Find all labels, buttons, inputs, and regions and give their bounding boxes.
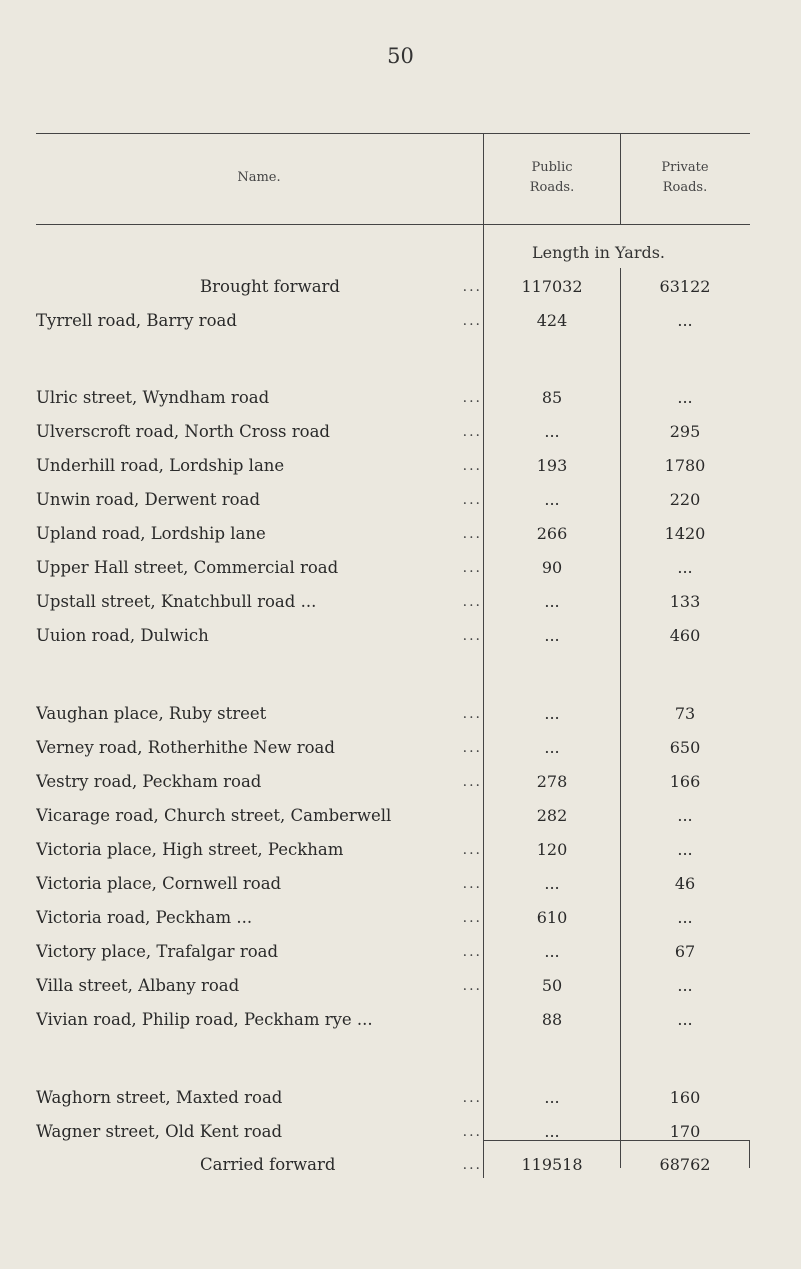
private-roads-value: ... — [677, 1010, 693, 1029]
public-roads-value: ... — [544, 490, 560, 509]
road-name: Upstall street, Knatchbull road ... — [36, 592, 317, 611]
road-name: Uuion road, Dulwich — [36, 626, 209, 645]
public-roads-value: 424 — [536, 311, 568, 330]
road-name: Unwin road, Derwent road — [36, 490, 261, 509]
leader-dots: ... — [462, 458, 482, 474]
road-name: Victoria road, Peckham ... — [36, 908, 253, 927]
table-row — [0, 304, 801, 338]
table-row — [0, 270, 801, 304]
road-name: Wagner street, Old Kent road — [36, 1122, 283, 1141]
name-header-label: Name. — [237, 170, 281, 185]
table-row — [0, 833, 801, 867]
road-name: Ulverscroft road, North Cross road — [36, 422, 330, 441]
leader-dots: ... — [462, 424, 482, 440]
public-roads-value: ... — [544, 942, 560, 961]
road-name: Tyrrell road, Barry road — [36, 311, 237, 330]
private-roads-value: 170 — [669, 1122, 701, 1141]
road-name: Vestry road, Peckham road — [36, 772, 262, 791]
leader-dots: ... — [462, 1090, 482, 1106]
road-name: Upper Hall street, Commercial road — [36, 558, 339, 577]
private-roads-value: 68762 — [659, 1155, 711, 1174]
private-roads-value: ... — [677, 840, 693, 859]
private-roads-value: 650 — [669, 738, 701, 757]
private-header-line2: Roads. — [662, 180, 708, 195]
public-roads-value: ... — [544, 626, 560, 645]
public-roads-value: ... — [544, 738, 560, 757]
table-row — [0, 449, 801, 483]
leader-dots: ... — [462, 628, 482, 644]
private-roads-value: 46 — [674, 874, 696, 893]
private-roads-value: ... — [677, 311, 693, 330]
table-row — [0, 619, 801, 653]
table-row — [0, 551, 801, 585]
page-number: 50 — [387, 44, 414, 68]
table-row — [0, 731, 801, 765]
leader-dots: ... — [462, 594, 482, 610]
table-row — [0, 517, 801, 551]
leader-dots: ... — [462, 313, 482, 329]
header-bottom-rule — [36, 224, 750, 225]
road-name: Upland road, Lordship lane — [36, 524, 266, 543]
table-top-rule — [36, 133, 750, 134]
road-name: Vivian road, Philip road, Peckham rye ... — [36, 1010, 373, 1029]
road-name: Brought forward — [200, 277, 340, 296]
leader-dots: ... — [462, 279, 482, 295]
public-roads-value: 90 — [541, 558, 563, 577]
leader-dots: ... — [462, 740, 482, 756]
public-roads-header — [484, 158, 620, 198]
road-name: Villa street, Albany road — [36, 976, 240, 995]
table-row — [0, 585, 801, 619]
private-roads-value: 460 — [669, 626, 701, 645]
table-row — [0, 1003, 801, 1037]
private-roads-value: ... — [677, 806, 693, 825]
table-row — [0, 901, 801, 935]
leader-dots: ... — [462, 842, 482, 858]
private-roads-value: ... — [677, 976, 693, 995]
road-name: Waghorn street, Maxted road — [36, 1088, 283, 1107]
road-name: Verney road, Rotherhithe New road — [36, 738, 335, 757]
private-roads-value: 1780 — [664, 456, 706, 475]
road-name: Victoria place, High street, Peckham — [36, 840, 344, 859]
road-name: Carried forward — [200, 1155, 336, 1174]
public-roads-value: 278 — [536, 772, 568, 791]
table-row — [0, 1081, 801, 1115]
road-name: Victoria place, Cornwell road — [36, 874, 282, 893]
public-roads-value: 50 — [541, 976, 563, 995]
private-roads-value: 160 — [669, 1088, 701, 1107]
public-roads-value: ... — [544, 592, 560, 611]
leader-dots: ... — [462, 390, 482, 406]
road-name: Underhill road, Lordship lane — [36, 456, 285, 475]
public-roads-value: 610 — [536, 908, 568, 927]
private-roads-value: 73 — [674, 704, 696, 723]
leader-dots: ... — [462, 774, 482, 790]
table-row — [0, 483, 801, 517]
public-roads-value: 266 — [536, 524, 568, 543]
table-row — [0, 1148, 801, 1182]
leader-dots: ... — [462, 944, 482, 960]
private-roads-value: 63122 — [659, 277, 711, 296]
public-roads-value: 117032 — [521, 277, 583, 296]
length-unit-label: Length in Yards. — [532, 243, 666, 262]
leader-dots: ... — [462, 560, 482, 576]
leader-dots: ... — [462, 1157, 482, 1173]
table-row — [0, 765, 801, 799]
public-roads-value: ... — [544, 1122, 560, 1141]
private-roads-value: 295 — [669, 422, 701, 441]
leader-dots: ... — [462, 1124, 482, 1140]
table-row — [0, 867, 801, 901]
private-roads-header — [621, 158, 749, 198]
private-roads-value: 67 — [674, 942, 696, 961]
private-roads-value: ... — [677, 908, 693, 927]
public-header-line2: Roads. — [529, 180, 575, 195]
road-name: Victory place, Trafalgar road — [36, 942, 279, 961]
table-row — [0, 697, 801, 731]
public-roads-value: ... — [544, 704, 560, 723]
public-roads-value: ... — [544, 874, 560, 893]
leader-dots: ... — [462, 978, 482, 994]
table-row — [0, 415, 801, 449]
leader-dots: ... — [462, 492, 482, 508]
private-roads-value: ... — [677, 558, 693, 577]
road-name: Ulric street, Wyndham road — [36, 388, 270, 407]
public-roads-value: 282 — [536, 806, 568, 825]
name-column-header — [36, 168, 482, 188]
road-name: Vicarage road, Church street, Camberwell — [36, 806, 392, 825]
table-row — [0, 935, 801, 969]
table-row — [0, 1115, 801, 1149]
leader-dots: ... — [462, 706, 482, 722]
road-name: Vaughan place, Ruby street — [36, 704, 267, 723]
public-roads-value: ... — [544, 1088, 560, 1107]
private-roads-value: ... — [677, 388, 693, 407]
public-roads-value: 120 — [536, 840, 568, 859]
private-roads-value: 166 — [669, 772, 701, 791]
private-header-line1: Private — [661, 160, 709, 175]
public-roads-value: 193 — [536, 456, 568, 475]
table-row — [0, 381, 801, 415]
public-roads-value: 119518 — [521, 1155, 583, 1174]
public-roads-value: 88 — [541, 1010, 563, 1029]
public-roads-value: ... — [544, 422, 560, 441]
private-roads-value: 220 — [669, 490, 701, 509]
leader-dots: ... — [462, 876, 482, 892]
leader-dots: ... — [462, 526, 482, 542]
private-roads-value: 133 — [669, 592, 701, 611]
table-row — [0, 969, 801, 1003]
table-row — [0, 799, 801, 833]
public-roads-value: 85 — [541, 388, 563, 407]
private-roads-value: 1420 — [664, 524, 706, 543]
leader-dots: ... — [462, 910, 482, 926]
public-header-line1: Public — [531, 160, 573, 175]
